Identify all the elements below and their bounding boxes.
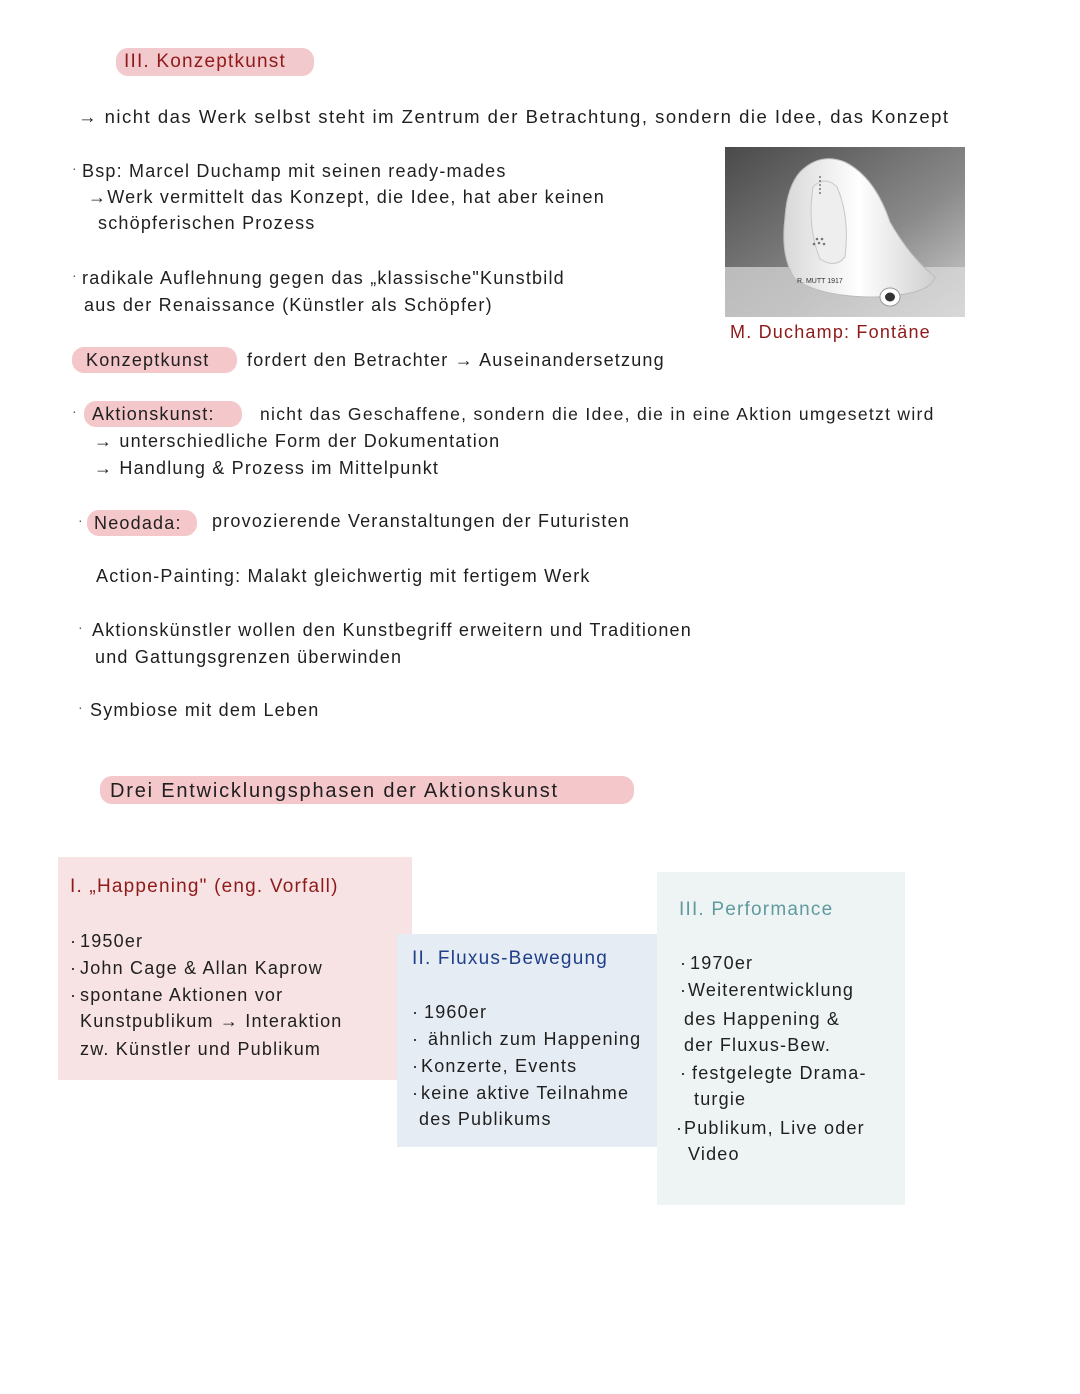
- example-line-3: schöpferischen Prozess: [98, 213, 316, 233]
- phases-heading: Drei Entwicklungsphasen der Aktionskunst: [110, 780, 559, 802]
- signature-text: R. MUTT 1917: [797, 278, 843, 285]
- phase-item: ·: [412, 1083, 420, 1103]
- example-line-2: →Werk vermittelt das Konzept, die Idee, hat aber keinen: [88, 187, 605, 207]
- aktion-term: Aktionskunst:: [92, 404, 215, 424]
- photo-caption: M. Duchamp: Fontäne: [730, 322, 931, 342]
- phase-item: des Publikums: [419, 1109, 552, 1129]
- demand-text: fordert den Betrachter → Auseinandersetzung: [247, 350, 665, 370]
- symbiosis-text: Symbiose mit dem Leben: [90, 700, 320, 720]
- neodada-definition: provozierende Veranstaltungen der Futuristen: [212, 511, 631, 531]
- phase-item: ·: [680, 953, 688, 973]
- phase-item: turgie: [694, 1089, 747, 1109]
- phase-item: keine aktive Teilnahme: [421, 1083, 630, 1103]
- phase-item: Video: [688, 1144, 740, 1164]
- artists-line-2: und Gattungsgrenzen überwinden: [95, 647, 403, 667]
- phase-item: Konzerte, Events: [421, 1056, 578, 1076]
- phase-item: 1950er: [80, 931, 144, 951]
- phase-item: ·: [70, 958, 78, 978]
- phase-item: ·: [70, 985, 78, 1005]
- phase-item: ähnlich zum Happening: [428, 1029, 642, 1049]
- phase-item: ·: [680, 1063, 688, 1083]
- bullet: ·: [72, 403, 77, 419]
- phase-item: Kunstpublikum → Interaktion: [80, 1011, 343, 1031]
- phase-item: spontane Aktionen vor: [80, 985, 284, 1005]
- example-line-1: Bsp: Marcel Duchamp mit seinen ready-mades: [82, 161, 507, 181]
- phase-item: ·: [412, 1056, 420, 1076]
- rebellion-line-2: aus der Renaissance (Künstler als Schöpfer): [84, 295, 493, 315]
- phase-item: ·: [412, 1029, 420, 1049]
- fountain-photo: [725, 147, 965, 317]
- phase-item: Publikum, Live oder: [684, 1118, 865, 1138]
- aktion-sub-2: → Handlung & Prozess im Mittelpunkt: [94, 458, 440, 478]
- phase-title: II. Fluxus-Bewegung: [412, 948, 608, 969]
- artists-line-1: Aktionskünstler wollen den Kunstbegriff erweitern und Traditionen: [92, 620, 692, 640]
- demand-term: Konzeptkunst: [86, 350, 210, 370]
- bullet: ·: [72, 267, 77, 283]
- intro-text: → nicht das Werk selbst steht im Zentrum der Betrachtung, sondern die Idee, das Konzept: [78, 106, 950, 127]
- phase-item: ·: [676, 1118, 684, 1138]
- phase-item: ·: [680, 980, 688, 1000]
- phase-title: III. Performance: [679, 899, 834, 920]
- phase-item: des Happening &: [684, 1009, 841, 1029]
- section-heading: III. Konzeptkunst: [124, 51, 286, 72]
- phase-item: Weiterentwicklung: [688, 980, 855, 1000]
- phase-item: 1970er: [690, 953, 754, 973]
- neodada-term: Neodada:: [94, 513, 182, 533]
- phase-item: der Fluxus-Bew.: [684, 1035, 832, 1055]
- phase-title: I. „Happening" (eng. Vorfall): [70, 876, 339, 897]
- phase-item: John Cage & Allan Kaprow: [80, 958, 323, 978]
- bullet: ·: [78, 512, 83, 528]
- rebellion-line-1: radikale Auflehnung gegen das „klassische"Kunstbild: [82, 268, 565, 288]
- bullet: ·: [78, 699, 83, 715]
- bullet: ·: [72, 160, 77, 176]
- phase-item: ·: [70, 931, 78, 951]
- aktion-sub-1: → unterschiedliche Form der Dokumentation: [94, 431, 501, 451]
- phase-item: zw. Künstler und Publikum: [80, 1039, 322, 1059]
- aktion-definition: nicht das Geschaffene, sondern die Idee, die in eine Aktion umgesetzt wird: [260, 404, 935, 424]
- action-painting-text: Action-Painting: Malakt gleichwertig mit fertigem Werk: [96, 566, 591, 586]
- bullet: ·: [78, 619, 83, 635]
- phase-item: 1960er: [424, 1002, 488, 1022]
- phase-item: festgelegte Drama-: [692, 1063, 867, 1083]
- phase-item: ·: [412, 1002, 420, 1022]
